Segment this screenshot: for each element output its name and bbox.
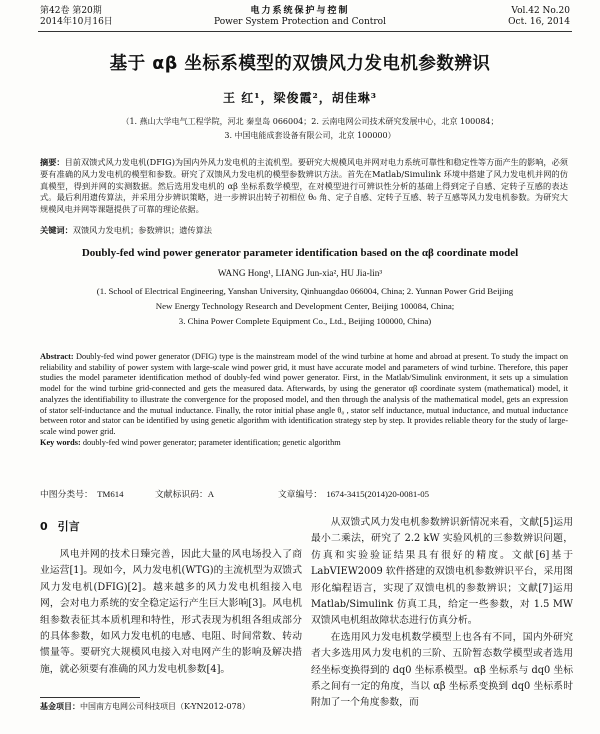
volume-en: Vol.42 No.20 xyxy=(511,6,570,16)
keywords-text-cn: 双馈风力发电机；参数辨识；遗传算法 xyxy=(72,225,212,235)
header-rule xyxy=(38,31,572,32)
journal-name-cn: 电力系统保护与控制 xyxy=(250,6,350,16)
affiliation-line: （1. 燕山大学电气工程学院，河北 秦皇岛 066004；2. 云南电网公司技术研究发展中心，北京 100084； xyxy=(121,117,499,126)
volume-cn: 第42卷 第20期 xyxy=(40,6,102,16)
header-center xyxy=(200,6,400,28)
date-en: Oct. 16, 2014 xyxy=(508,17,570,27)
section-heading xyxy=(40,518,80,534)
abstract-en xyxy=(40,352,568,448)
keywords-label-en: Key words: xyxy=(40,437,81,447)
intro-right-column xyxy=(311,515,573,712)
paragraph: 从双馈式风力发电机参数辨识新情况来看，文献[5]运用最小二乘法，研究了 2.2 kW 实验风机的三参数辨识问题，仿真和实验验证结果具有很好的精度。文献[6]基于 LabVIEW2009 软件搭建的双馈电机参数辨识平台，采用图形化编程语言，实现了双馈电机的参数辨识；文献[7]运用 Matlab/Simulink 仿真工具，给定一些参数，对 1.5 MW 双馈风电机组故障状态进行仿真分析。 xyxy=(311,517,573,627)
header-left xyxy=(40,6,113,28)
journal-name-en: Power System Protection and Control xyxy=(214,17,386,27)
keywords-cn xyxy=(40,225,568,236)
paper-title-en: Doubly-fed wind power generator parameter identification based on the αβ coordinate model xyxy=(81,247,519,259)
funding-text: 中国南方电网公司科技项目（K-YN2012-078） xyxy=(80,702,250,711)
affiliations-en xyxy=(40,284,570,329)
date-cn: 2014年10月16日 xyxy=(40,17,113,27)
section-number: 0 xyxy=(40,520,48,533)
abstract-text-cn: 目前双馈式风力发电机(DFIG)为国内外风力发电机的主流机型。要研究大规模风电并网对电力系统可靠性和稳定性等方面产生的影响，必须要有准确的风力发电机的模型和参数。研究了双馈风力发电机的模型参数辨识方法。首先在Matlab/Simulink 环境中搭建了风力发电机并网的仿真模型，得到并网的实测数据。然后选用发电机的 αβ 坐标系数学模型，在对模型进行可辨识性分析的基础上得到定子自感、定转子互感的表达式。最后利用遗传算法，并采用分步辨识策略，进一步辨识出转子初相位 θ₀ 角、定子自感、定转子互感、转子互感等风力发电机参数。为研究大规模风电并网等课题提供了可靠的理论依据。 xyxy=(40,157,568,215)
affiliation-line: New Energy Technology Research and Development Center, Beijing 100084, China; xyxy=(155,301,455,311)
keywords-en xyxy=(40,438,568,449)
intro-left-column: 风电并网的技术日臻完善，因此大量的风电场投入了商业运营[1]。现如今，风力发电机(WTG)的主流机型为双馈式风力发电机(DFIG)[2]。越来越多的风力发电机组接入电网，会对电力系统的安全稳定运行产生巨大影响[3]。风电机组参数表征其本质机理和特性，形式表现为机组各组成部分的具体参数，如风力发电机的电感、电阻、时间常数、转动惯量等。要研究大规模风电接入对电网产生的影响及解决措施，就必须要有准确的风力发电机参数[4]。 xyxy=(40,549,302,675)
funding-label: 基金项目： xyxy=(40,702,80,711)
section-title: 引言 xyxy=(57,520,80,533)
paper-title-cn: 基于 αβ 坐标系模型的双馈风力发电机参数辨识 xyxy=(109,54,491,74)
abstract-text-en: Doubly-fed wind power generator (DFIG) type is the mainstream model of the wind turbine at home and abroad at present. To study the impact on reliability and stability of power system with large-scale wind power grid, it must have accurate model and parameters of wind turbine. Therefore, this paper studies the model parameter identification method of doubly-fed wind power generator. First, in the Matlab/Simulink environment, it sets up a simulation model for the wind turbine grid-connected and gets the measured data. Afterwards, by using the generator αβ coordinate system (mathematical) model, it analyzes the identifiability to illustrate the convergence for the proposed model, and then through the analysis of the mathematical model, gets an expression of stator self-inductance and the mutual inductance. Finally, the rotor initial phase angle θ₀ , stator self inductance, mutual inductance, and mutual inductance between rotor and stator can be identified by using genetic algorithm with identification strategy step by step. It provides reliable theory for the study of large-scale wind power grid. xyxy=(40,352,568,436)
funding-note xyxy=(40,701,250,712)
header-right xyxy=(508,6,570,28)
abstract-label-en: Abstract: xyxy=(40,352,74,361)
clc-number: 中图分类号： TM614 xyxy=(40,489,124,499)
affiliation-line: 3. China Power Complete Equipment Co., Ltd., Beijing 100000, China) xyxy=(178,316,432,326)
document-code: 文献标识码：A xyxy=(155,489,215,499)
affiliation-line: (1. School of Electrical Engineering, Yanshan University, Qinhuangdao 066004, China; 2. Yunnan Power Grid Beijing xyxy=(96,286,514,296)
abstract-cn xyxy=(40,157,568,216)
authors-en: WANG Hong¹, LIANG Jun-xia², HU Jia-lin³ xyxy=(217,268,383,278)
footnote-rule xyxy=(40,697,140,698)
affiliation-line: 3. 中国电能成套设备有限公司，北京 100000） xyxy=(224,131,396,140)
abstract-label-cn: 摘要： xyxy=(40,157,65,167)
article-number: 文章编号： 1674-3415(2014)20-0081-05 xyxy=(278,489,429,499)
paragraph: 在选用风力发电机数学模型上也各有不同，国内外研究者大多选用风力发电机的三阶、五阶暂态数学模型或者选用经坐标变换得到的 dq0 坐标系模型。αβ 坐标系与 dq0 坐标系之间有一定的角度，当以 αβ 坐标系变换到 dq0 坐标系时附加了一个角度参数，而 xyxy=(311,631,573,709)
authors-cn: 王 红¹，梁俊霞²，胡佳琳³ xyxy=(223,91,377,105)
keywords-label-cn: 关键词： xyxy=(40,225,73,235)
keywords-text-en: doubly-fed wind power generator; parameter identification; genetic algorithm xyxy=(82,437,341,447)
affiliations-cn xyxy=(60,115,560,143)
